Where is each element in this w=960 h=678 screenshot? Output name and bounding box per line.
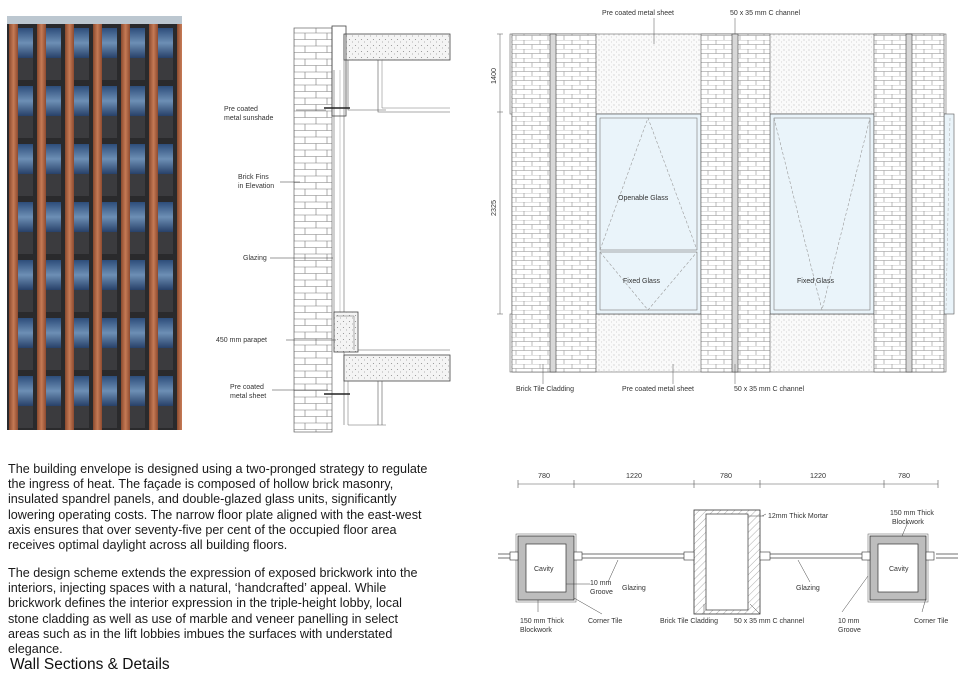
label-sheet-1: Pre coated	[230, 384, 264, 391]
plan-groove-left-1: 10 mm	[590, 580, 612, 587]
label-sheet-2: metal sheet	[230, 393, 267, 400]
label-sunshade-1: Pre coated	[224, 106, 258, 113]
plan-dim-3: 780	[720, 471, 732, 480]
plan-blockwork-left-1: 150 mm Thick	[520, 618, 564, 625]
page-title: Wall Sections & Details	[10, 656, 170, 673]
plan-dim-4: 1220	[810, 471, 826, 480]
elevation-top-sheet: Pre coated metal sheet	[602, 10, 674, 17]
elevation-bottom-channel: 50 x 35 mm C channel	[734, 386, 805, 393]
elevation-dim-top: 1400	[489, 68, 498, 84]
description-paragraph-2: The design scheme extends the expression of exposed brickwork into the interiors, injecting spaces with a natural, ‘handcrafted’ appeal. While brickwork defines the interior expression in the triple-height lobby, local stone cladding as well as use of marble and veneer panelling in select areas such as in the lift lobbies imbues the surfaces with understated elegance.	[8, 566, 418, 657]
facade-photo	[7, 16, 182, 430]
label-fins-1: Brick Fins	[238, 174, 269, 181]
plan-cavity-left: Cavity	[534, 566, 554, 573]
plan-cladding: Brick Tile Cladding	[660, 618, 718, 625]
plan-groove-left-2: Groove	[590, 589, 613, 596]
plan-dim-5: 780	[898, 471, 910, 480]
plan-blockwork-right-1: 150 mm Thick	[890, 510, 934, 517]
elevation-top-channel: 50 x 35 mm C channel	[730, 10, 801, 17]
elevation-openable: Openable Glass	[618, 195, 669, 202]
plan-dim-1: 780	[538, 471, 550, 480]
label-parapet: 450 mm parapet	[216, 337, 267, 344]
elevation-fixed-right: Fixed Glass	[797, 278, 834, 285]
label-sunshade-2: metal sunshade	[224, 115, 274, 122]
elevation-fixed-left: Fixed Glass	[623, 278, 660, 285]
plan-corner-left: Corner Tile	[588, 618, 623, 625]
plan-mortar: 12mm Thick Mortar	[768, 513, 829, 520]
plan-dim-2: 1220	[626, 471, 642, 480]
elevation-dim-mid: 2325	[489, 200, 498, 216]
wall-elevation-drawing	[488, 4, 956, 396]
plan-groove-right-2: Groove	[838, 627, 861, 634]
plan-glazing-left: Glazing	[622, 585, 646, 592]
label-glazing: Glazing	[243, 255, 267, 262]
elevation-bottom-cladding: Brick Tile Cladding	[516, 386, 574, 393]
plan-blockwork-right-2: Blockwork	[892, 519, 924, 526]
plan-corner-right: Corner Tile	[914, 618, 949, 625]
wall-section-drawing	[210, 20, 460, 438]
description-paragraph-1: The building envelope is designed using a two-pronged strategy to regulate the ingress of heat. The façade is composed of hollow brick masonry, insulated spandrel panels, and double-glazed glass units, significantly lowering operating costs. The narrow floor plate aligned with the east-west axis ensures that over seventy-five per cent of the occupied floor area receives optimal daylight across all building floors.	[8, 462, 428, 553]
plan-detail-drawing	[498, 464, 958, 640]
plan-blockwork-left-2: Blockwork	[520, 627, 552, 634]
plan-channel: 50 x 35 mm C channel	[734, 618, 805, 625]
label-fins-2: in Elevation	[238, 183, 275, 190]
plan-groove-right-1: 10 mm	[838, 618, 860, 625]
plan-glazing-right: Glazing	[796, 585, 820, 592]
elevation-bottom-sheet: Pre coated metal sheet	[622, 386, 694, 393]
plan-cavity-right: Cavity	[889, 566, 909, 573]
